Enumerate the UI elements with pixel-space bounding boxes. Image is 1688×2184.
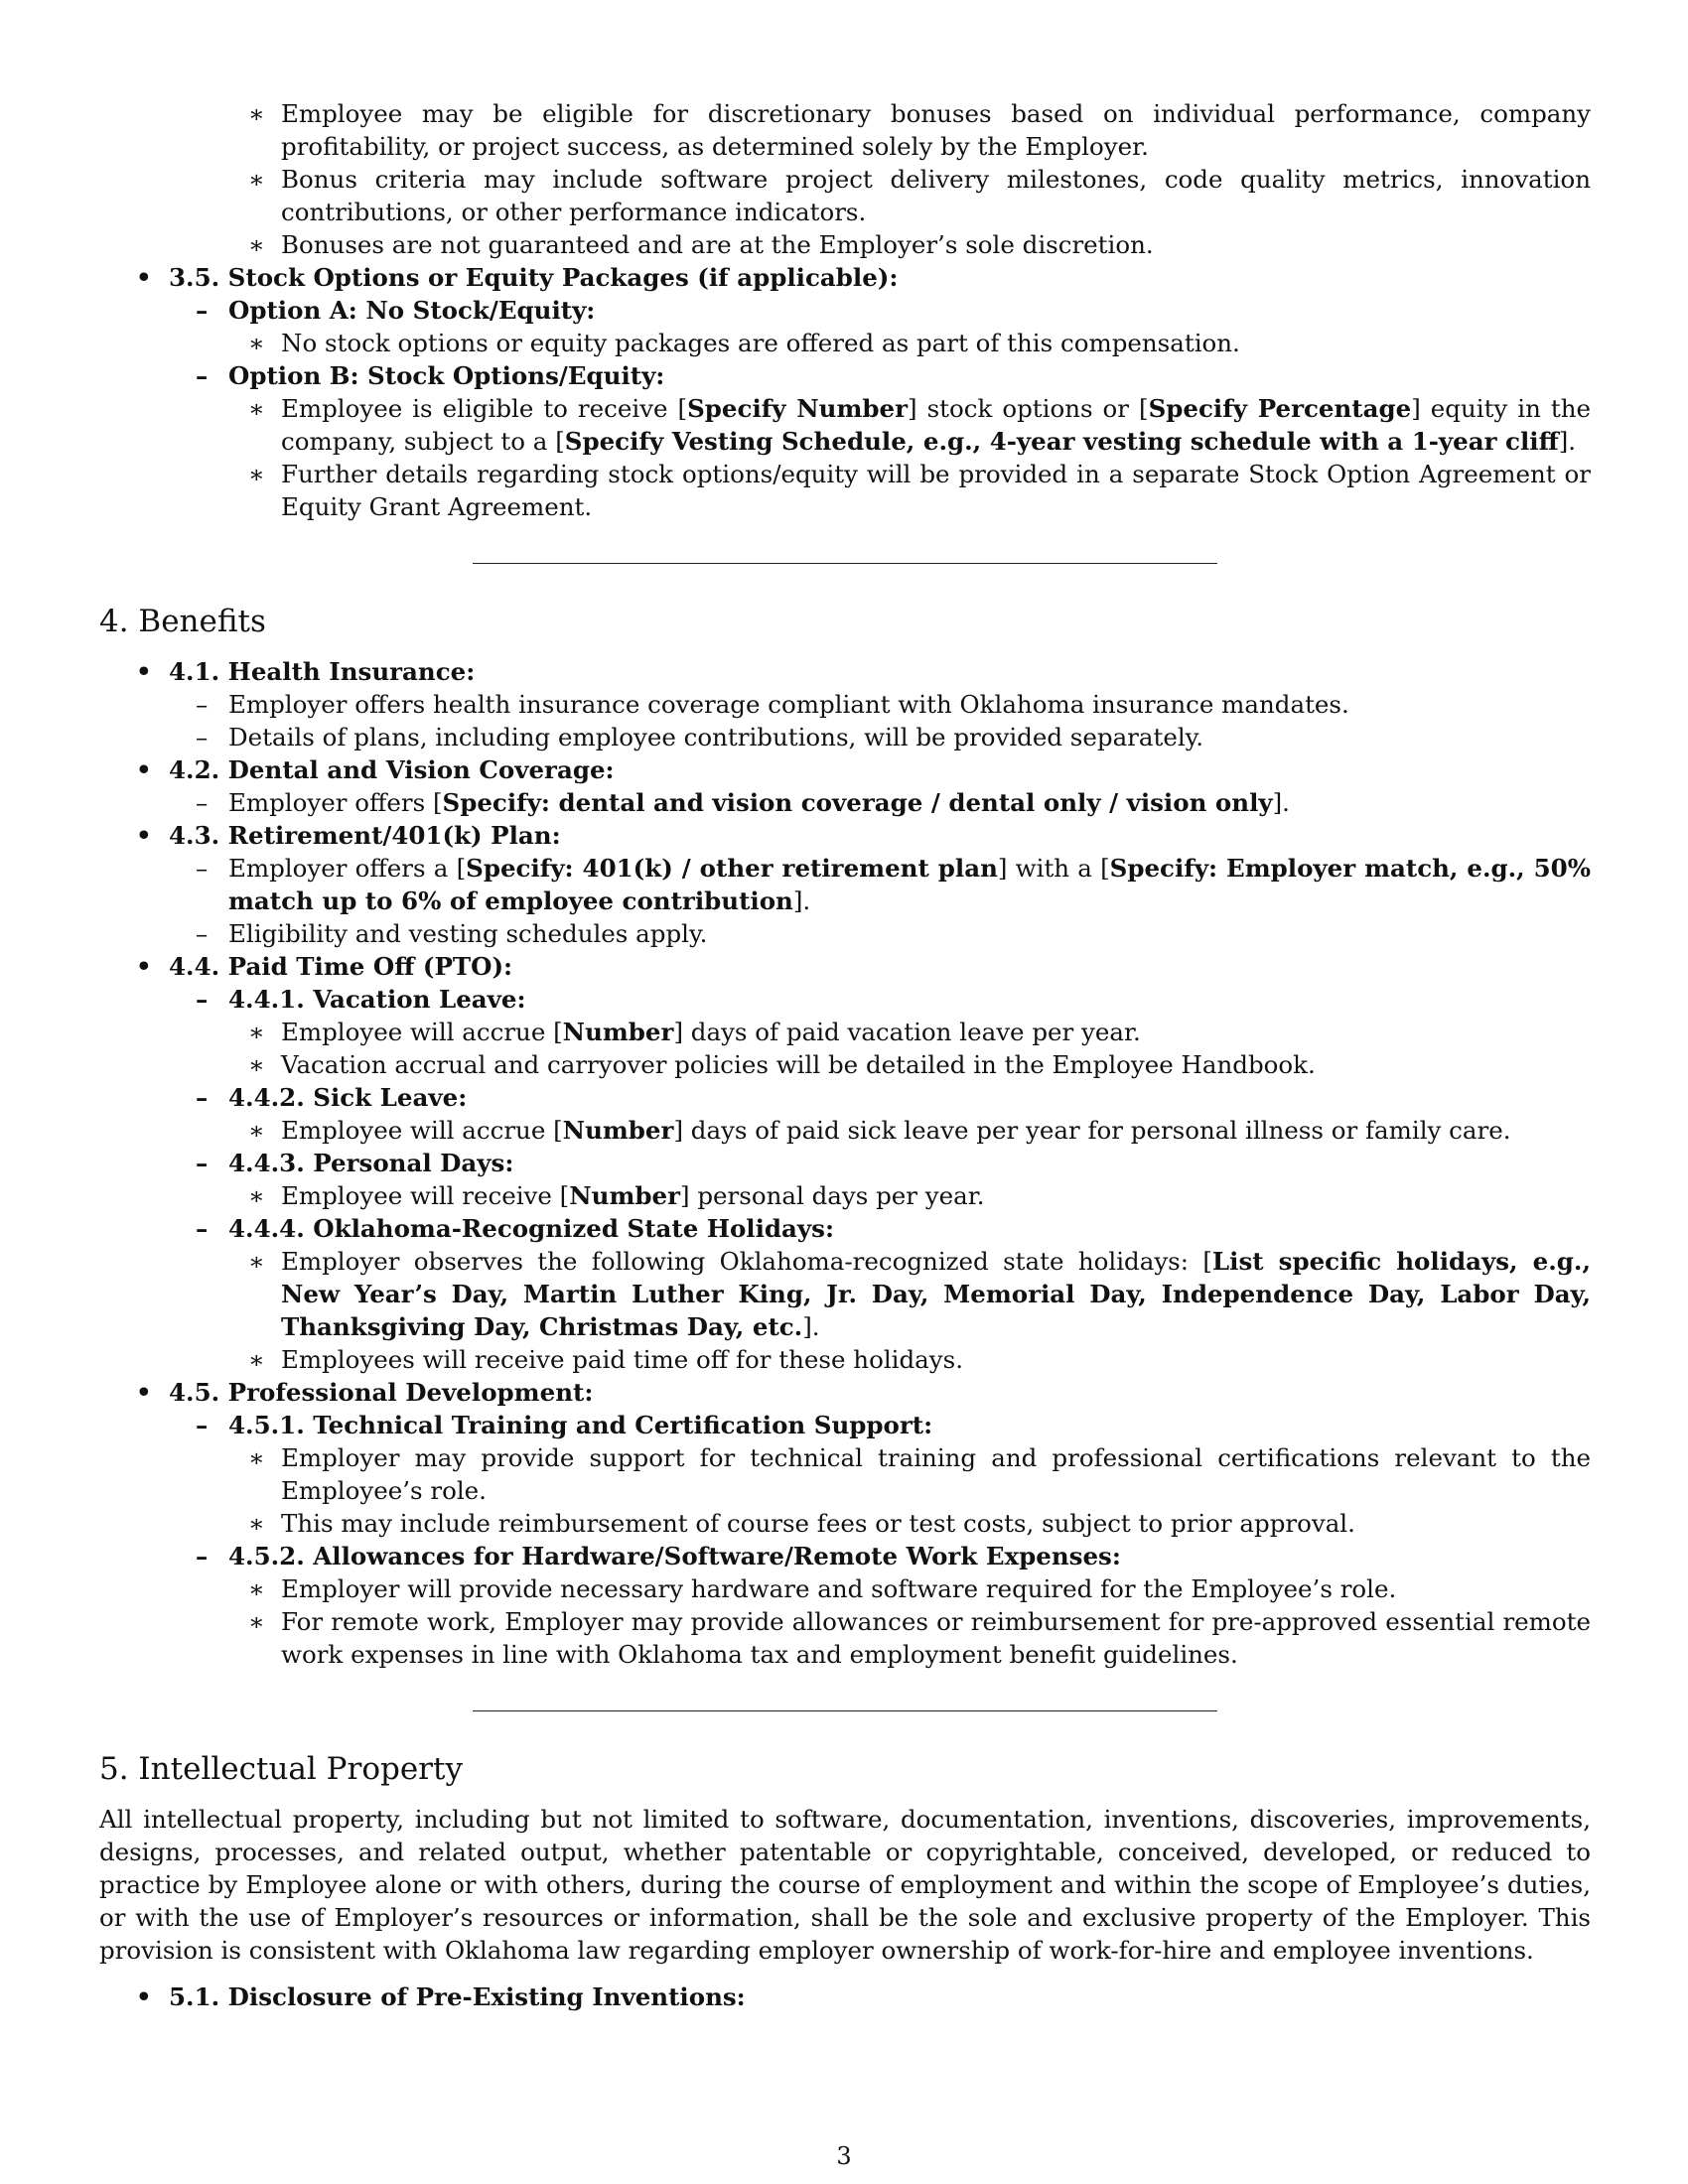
body-paragraph: All intellectual property, including but not limited to software, documentation, inventions, discoveries, improvements, designs, processes, and related output, whether patentable or copyrightable, conceived, developed, or reduced to practice by Employee alone or with others, during the course of employment and within the scope of Employee’s duties, or with the use of Employer’s resources or information, shall be the sole and exclusive property of the Employer. This provision is consistent with Oklahoma law regarding employer ownership of work-for-hire and employee inventions. bbox=[99, 1805, 1591, 1965]
list-item: – Details of plans, including employee contributions, will be provided separately. bbox=[99, 721, 1591, 753]
section-divider bbox=[473, 1710, 1217, 1711]
sub-subsection-heading: – 4.4.1. Vacation Leave: bbox=[99, 983, 1591, 1016]
placeholder-field: Number bbox=[562, 1116, 674, 1145]
placeholder-field: List specific holidays, e.g., New Year’s Day, Martin Luther King, Jr. Day, Memorial Day, Independence Day, Labor Day, Thanksgiving Day, Christmas Day, etc. bbox=[281, 1247, 1591, 1341]
list-item: ∗ This may include reimbursement of course fees or test costs, subject to prior approval. bbox=[99, 1507, 1591, 1540]
list-item: – Eligibility and vesting schedules apply. bbox=[99, 917, 1591, 950]
section-heading: 5. Intellectual Property bbox=[99, 1751, 463, 1787]
placeholder-field: Specify: Employer match, e.g., 50% match up to 6% of employee contribution bbox=[228, 854, 1592, 915]
text: ] days of paid vacation leave per year. bbox=[673, 1018, 1141, 1046]
list-item: ∗ Employer may provide support for technical training and professional certifications relevant to the Employee’s role. bbox=[99, 1441, 1591, 1507]
list-item: ∗ No stock options or equity packages are offered as part of this compensation. bbox=[99, 327, 1591, 359]
list-item: ∗ For remote work, Employer may provide allowances or reimbursement for pre-approved essential remote work expenses in line with Oklahoma tax and employment benefit guidelines. bbox=[99, 1605, 1591, 1671]
document-page bbox=[99, 97, 1591, 2013]
text: Employee will accrue [ bbox=[281, 1116, 563, 1145]
option-heading: – Option A: No Stock/Equity: bbox=[99, 294, 1591, 327]
list-item bbox=[99, 1245, 1591, 1343]
bonus-item: ∗ Employee may be eligible for discretionary bonuses based on individual performance, company profitability, or project success, as determined solely by the Employer. bbox=[99, 97, 1591, 163]
list-item bbox=[99, 1016, 1591, 1048]
text: ] stock options or [ bbox=[908, 394, 1149, 423]
text: Employee will accrue [ bbox=[281, 1018, 563, 1046]
list-item bbox=[99, 392, 1591, 458]
text: Employee is eligible to receive [ bbox=[281, 394, 688, 423]
list-item bbox=[99, 786, 1591, 819]
placeholder-field: Number bbox=[569, 1181, 680, 1210]
text: ] personal days per year. bbox=[680, 1181, 985, 1210]
sub-subsection-heading: – 4.4.4. Oklahoma-Recognized State Holidays: bbox=[99, 1212, 1591, 1245]
page-number: 3 bbox=[836, 2142, 852, 2170]
subsection-heading: • 3.5. Stock Options or Equity Packages (if applicable): bbox=[99, 261, 1591, 294]
list-item: ∗ Employees will receive paid time off for these holidays. bbox=[99, 1343, 1591, 1376]
sub-subsection-heading: – 4.5.2. Allowances for Hardware/Software/Remote Work Expenses: bbox=[99, 1540, 1591, 1572]
list-item bbox=[99, 1179, 1591, 1212]
placeholder-field: Specify Number bbox=[687, 394, 909, 423]
subsection-heading: • 4.2. Dental and Vision Coverage: bbox=[99, 753, 1591, 786]
text: ]. bbox=[792, 887, 811, 915]
bonus-item: ∗ Bonus criteria may include software project delivery milestones, code quality metrics, innovation contributions, or other performance indicators. bbox=[99, 163, 1591, 228]
text: Employer observes the following Oklahoma-recognized state holidays: [ bbox=[281, 1247, 1212, 1276]
subsection-heading: • 4.5. Professional Development: bbox=[99, 1376, 1591, 1409]
placeholder-field: Specify: dental and vision coverage / dental only / vision only bbox=[442, 788, 1273, 817]
list-item: – Employer offers health insurance coverage compliant with Oklahoma insurance mandates. bbox=[99, 688, 1591, 721]
text: ]. bbox=[802, 1312, 820, 1341]
text: ] days of paid sick leave per year for personal illness or family care. bbox=[673, 1116, 1511, 1145]
list-item bbox=[99, 1114, 1591, 1147]
list-item: ∗ Further details regarding stock options/equity will be provided in a separate Stock Option Agreement or Equity Grant Agreement. bbox=[99, 458, 1591, 523]
subsection-heading: • 4.3. Retirement/401(k) Plan: bbox=[99, 819, 1591, 852]
text: ] with a [ bbox=[997, 854, 1110, 883]
option-heading: – Option B: Stock Options/Equity: bbox=[99, 359, 1591, 392]
spacer bbox=[99, 1967, 1591, 1980]
placeholder-field: Specify Vesting Schedule, e.g., 4-year vesting schedule with a 1-year cliff bbox=[564, 427, 1559, 456]
subsection-heading: • 4.4. Paid Time Off (PTO): bbox=[99, 950, 1591, 983]
text: ]. bbox=[1272, 788, 1290, 817]
text: Employer offers a [ bbox=[228, 854, 467, 883]
list-item: ∗ Employer will provide necessary hardware and software required for the Employee’s role. bbox=[99, 1572, 1591, 1605]
list-item: ∗ Vacation accrual and carryover policies will be detailed in the Employee Handbook. bbox=[99, 1048, 1591, 1081]
sub-subsection-heading: – 4.4.3. Personal Days: bbox=[99, 1147, 1591, 1179]
placeholder-field: Specify Percentage bbox=[1148, 394, 1412, 423]
sub-subsection-heading: – 4.4.2. Sick Leave: bbox=[99, 1081, 1591, 1114]
subsection-heading: • 4.1. Health Insurance: bbox=[99, 655, 1591, 688]
text: ]. bbox=[1558, 427, 1577, 456]
placeholder-field: Specify: 401(k) / other retirement plan bbox=[466, 854, 998, 883]
text: Employer offers [ bbox=[228, 788, 443, 817]
text: Employee will receive [ bbox=[281, 1181, 570, 1210]
section-divider bbox=[473, 563, 1217, 564]
text: ] equity in the company, subject to a [ bbox=[281, 394, 1592, 456]
section-heading: 4. Benefits bbox=[99, 604, 266, 639]
sub-subsection-heading: – 4.5.1. Technical Training and Certification Support: bbox=[99, 1409, 1591, 1441]
bonus-item: ∗ Bonuses are not guaranteed and are at the Employer’s sole discretion. bbox=[99, 228, 1591, 261]
list-item bbox=[99, 852, 1591, 917]
placeholder-field: Number bbox=[562, 1018, 674, 1046]
subsection-heading: • 5.1. Disclosure of Pre-Existing Inventions: bbox=[99, 1980, 1591, 2013]
